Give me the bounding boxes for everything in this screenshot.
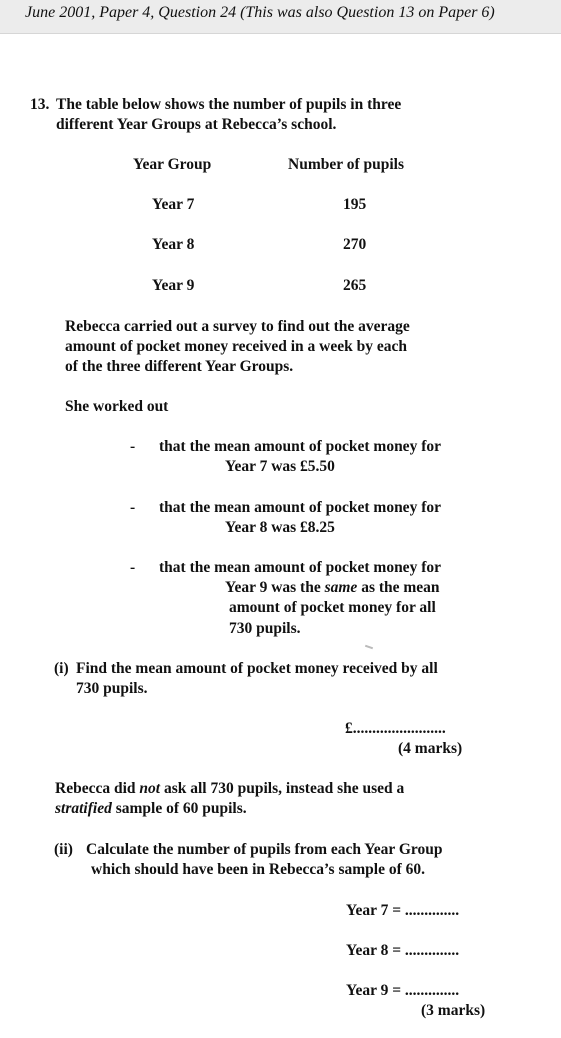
stratified-emphasis-not: not [139,780,161,797]
stratified-line-2 [55,799,247,819]
bullet-1-dash: - [130,438,136,455]
table-row-year8-value: 270 [343,236,367,253]
part-i-line-1: Find the mean amount of pocket money received by all [76,660,438,677]
table-row-year7-label: Year 7 [152,196,195,213]
part-ii-marks: (3 marks) [421,1002,486,1019]
table-row-year8-label: Year 8 [152,236,195,253]
part-ii-answer-year8[interactable]: Year 8 = .............. [346,942,460,959]
stratified-line-2-post: sample of 60 pupils. [111,800,247,817]
part-ii-label: (ii) [54,841,73,858]
bullet-1-line-2: Year 7 was £5.50 [225,458,335,475]
table-row-year7-value: 195 [343,196,367,213]
bullet-3-emphasis-same: same [324,579,358,596]
table-row-year9-label: Year 9 [152,277,195,294]
bullet-2-dash: - [130,499,136,516]
survey-line-1: Rebecca carried out a survey to find out the average [65,318,410,335]
bullet-2-line-2: Year 8 was £8.25 [225,519,335,536]
part-ii-answer-year9[interactable]: Year 9 = .............. [346,982,460,999]
bullet-3-dash: - [130,559,136,576]
survey-line-2: amount of pocket money received in a week by each [65,338,407,355]
part-ii-line-1: Calculate the number of pupils from each Year Group [86,841,443,858]
bullet-3-line-4: 730 pupils. [229,620,301,637]
part-ii-answer-year7[interactable]: Year 7 = .............. [346,902,460,919]
bullet-3-line-1: that the mean amount of pocket money for [159,559,441,576]
table-row-year9-value: 265 [343,277,367,294]
stray-pen-mark [365,645,373,650]
header-source-text: June 2001, Paper 4, Question 24 (This was also Question 13 on Paper 6) [25,4,495,21]
part-i-marks: (4 marks) [398,740,463,757]
part-i-answer-line[interactable]: £........................ [345,720,446,737]
bullet-3-line-3: amount of pocket money for all [229,599,436,616]
survey-line-3: of the three different Year Groups. [65,358,294,375]
part-i-label: (i) [54,660,69,677]
bullet-3-line-2 [225,578,440,598]
table-header-number-of-pupils: Number of pupils [288,156,404,173]
stratified-line-1-pre: Rebecca did [55,780,140,797]
bullet-3-line-2-pre: Year 9 was the [225,579,325,596]
worked-out-label: She worked out [65,398,169,415]
bullet-2-line-1: that the mean amount of pocket money for [159,499,441,516]
table-header-year-group: Year Group [133,156,212,173]
page-header [0,0,561,34]
intro-line-1: The table below shows the number of pupils in three [56,96,402,113]
stratified-line-1 [55,779,404,799]
part-ii-line-2: which should have been in Rebecca’s sample of 60. [91,861,425,878]
bullet-3-line-2-post: as the mean [357,579,440,596]
stratified-emphasis-stratified: stratified [55,800,112,817]
intro-line-2: different Year Groups at Rebecca’s school. [56,116,337,133]
stratified-line-1-post: ask all 730 pupils, instead she used a [160,780,405,797]
part-i-line-2: 730 pupils. [76,680,148,697]
question-number: 13. [30,96,50,113]
bullet-1-line-1: that the mean amount of pocket money for [159,438,441,455]
